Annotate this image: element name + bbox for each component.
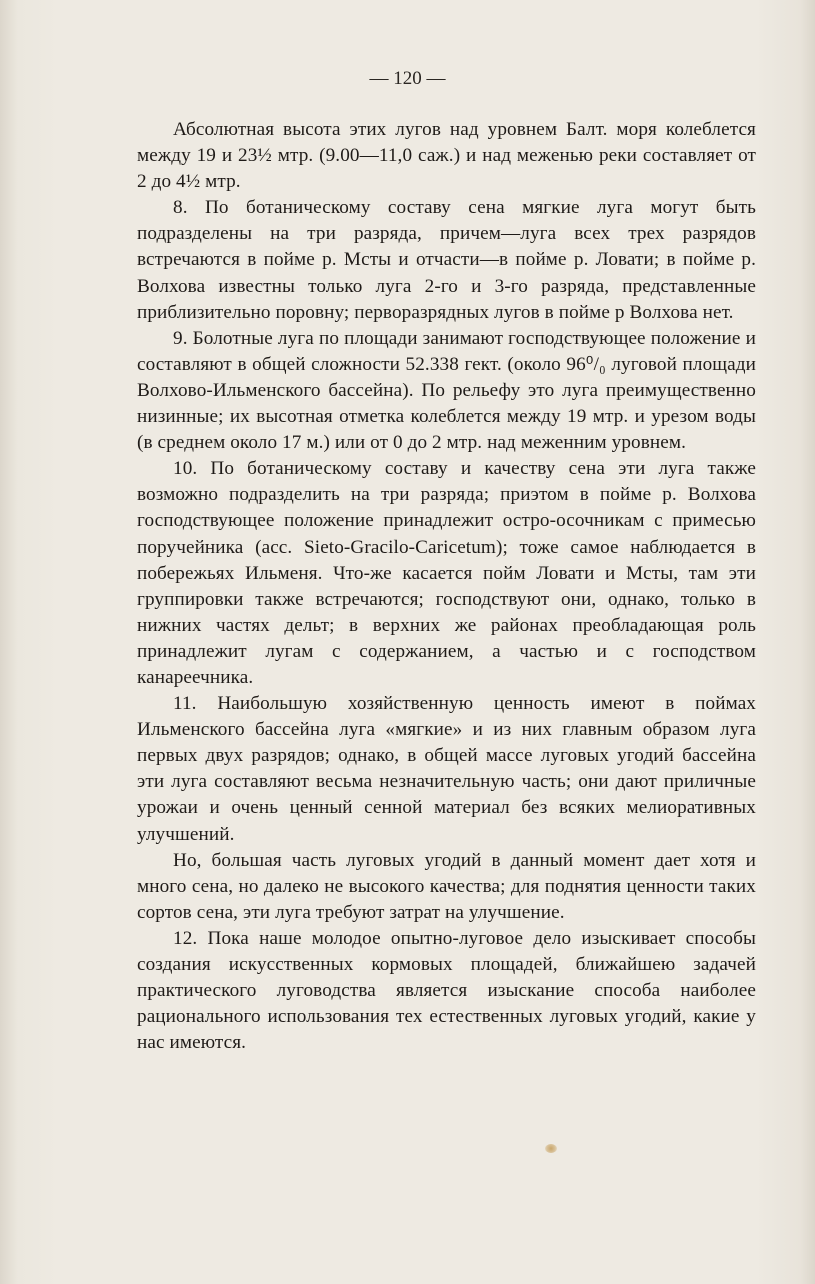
paragraph-12: 12. Пока наше молодое опытно-луговое дело изыскивает способы создания искусственных кормовых площадей, ближайшею задачей практического луговодства является изыскание способа наиболее рационального использования тех естественных луговых угодий, какие у нас имеются. <box>137 927 756 1054</box>
paragraph-9: 9. Болотные луга по площади занимают господствующее положение и составляют в общей сложности 52.338 гект. (около 96⁰/₀ луговой площади Волхово-Ильменского бассейна). По рельефу это луга преимущественно низинные; их высотная отметка колеблется между 19 мтр. и урезом воды (в среднем около 17 м.) или от 0 до 2 мтр. над меженним уровнем. <box>137 327 756 454</box>
paragraph-elevation: Абсолютная высота этих лугов над уровнем Балт. моря колеблется между 19 и 23½ мтр. (9.00—11,0 саж.) и над меженью реки составляет от 2 до 4½ мтр. <box>137 119 756 193</box>
paper-stain <box>545 1144 557 1153</box>
paragraph-11-continued: Но, большая часть луговых угодий в данный момент дает хотя и много сена, но далеко не высокого качества; для поднятия ценности таких сортов сена, эти луга требуют затрат на улучшение. <box>137 849 756 923</box>
paragraph-8: 8. По ботаническому составу сена мягкие луга могут быть подразделены на три разряда, причем—луга всех трех разрядов встречаются в пойме р. Мсты и отчасти—в пойме р. Ловати; в пойме р. Волхова известны только луга 2-го и 3-го разряда, представленные приблизительно поровну; перворазрядных лугов в пойме р Волхова нет. <box>137 197 756 323</box>
paragraph-10: 10. По ботаническому составу и качеству сена эти луга также возможно подразделить на три разряда; приэтом в пойме р. Волхова господствующее положение принадлежит остро-осочникам с примесью поручейника (асс. Sieto-Gracilo-Caricetum); тоже самое наблюдается в побережьях Ильменя. Что-же касается пойм Ловати и Мсты, там эти группировки также встречаются; господствуют они, однако, только в нижних частях дельт; в верхних же районах преобладающая роль принадлежит лугам с содержанием, а частью и с господством канареечника. <box>137 458 756 688</box>
paragraph-11: 11. Наибольшую хозяйственную ценность имеют в поймах Ильменского бассейна луга «мягкие» и из них главным образом луга первых двух разрядов; однако, в общей массе луговых угодий бассейна эти луга составляют весьма незначительную часть; они дают приличные урожаи и очень ценный сенной материал без всяких мелиоративных улучшений. <box>137 693 756 845</box>
page-number: — 120 — <box>369 68 446 89</box>
body-text <box>137 117 756 1056</box>
